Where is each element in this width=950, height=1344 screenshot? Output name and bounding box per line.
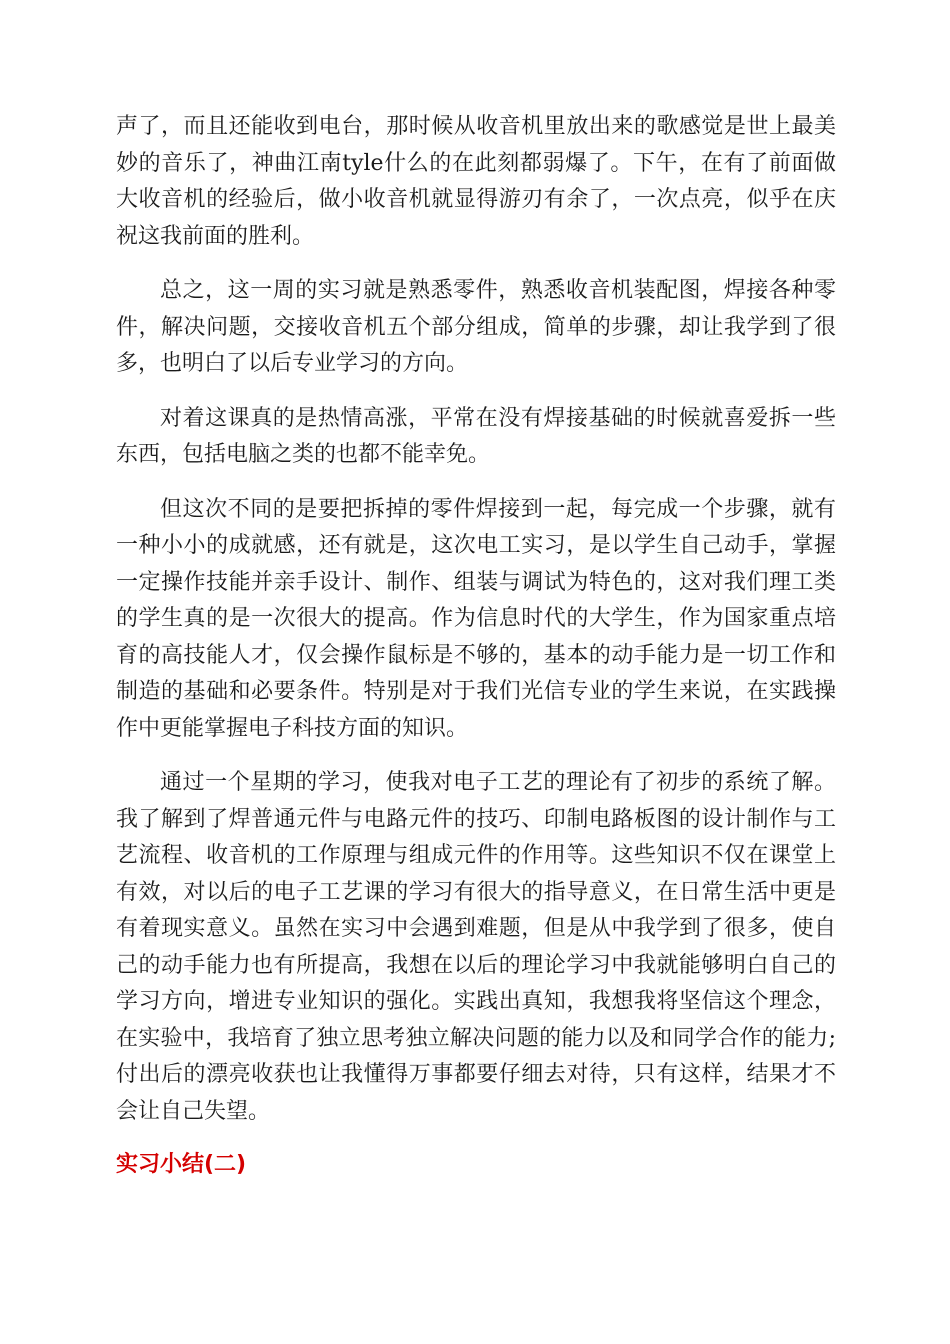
paragraph-2: 总之，这一周的实习就是熟悉零件，熟悉收音机装配图，焊接各种零件，解决问题，交接收音机五个部分组成，简单的步骤，却让我学到了很多，也明白了以后专业学习的方向。 xyxy=(116,278,836,376)
paragraph-5: 通过一个星期的学习，使我对电子工艺的理论有了初步的系统了解。我了解到了焊普通元件与电路元件的技巧、印制电路板图的设计制作与工艺流程、收音机的工作原理与组成元件的作用等。这些知识不仅在课堂上有效，对以后的电子工艺课的学习有很大的指导意义，在日常生活中更是有着现实意义。虽然在实习中会遇到难题，但是从中我学到了很多，使自己的动手能力也有所提高，我想在以后的理论学习中我就能够明白自己的学习方向，增进专业知识的强化。实践出真知，我想我将坚信这个理念，在实验中，我培育了独立思考独立解决问题的能力以及和同学合作的能力;付出后的漂亮收获也让我懂得万事都要仔细去对待，只有这样，结果才不会让自己失望。 xyxy=(116,770,836,1124)
paragraph-4: 但这次不同的是要把拆掉的零件焊接到一起，每完成一个步骤，就有一种小小的成就感，还有就是，这次电工实习，是以学生自己动手，掌握一定操作技能并亲手设计、制作、组装与调试为特色的，这对我们理工类的学生真的是一次很大的提高。作为信息时代的大学生，作为国家重点培育的高技能人才，仅会操作鼠标是不够的，基本的动手能力是一切工作和制造的基础和必要条件。特别是对于我们光信专业的学生来说，在实践操作中更能掌握电子科技方面的知识。 xyxy=(116,496,836,741)
paragraph-1: 声了，而且还能收到电台，那时候从收音机里放出来的歌感觉是世上最美妙的音乐了，神曲江南tyle什么的在此刻都弱爆了。下午，在有了前面做大收音机的经验后，做小收音机就显得游刃有余了，一次点亮，似乎在庆祝这我前面的胜利。 xyxy=(116,114,836,249)
document-body xyxy=(116,109,836,1180)
section-heading: 实习小结(二) xyxy=(116,1152,247,1177)
paragraph-3: 对着这课真的是热情高涨，平常在没有焊接基础的时候就喜爱拆一些东西，包括电脑之类的也都不能幸免。 xyxy=(116,405,836,467)
